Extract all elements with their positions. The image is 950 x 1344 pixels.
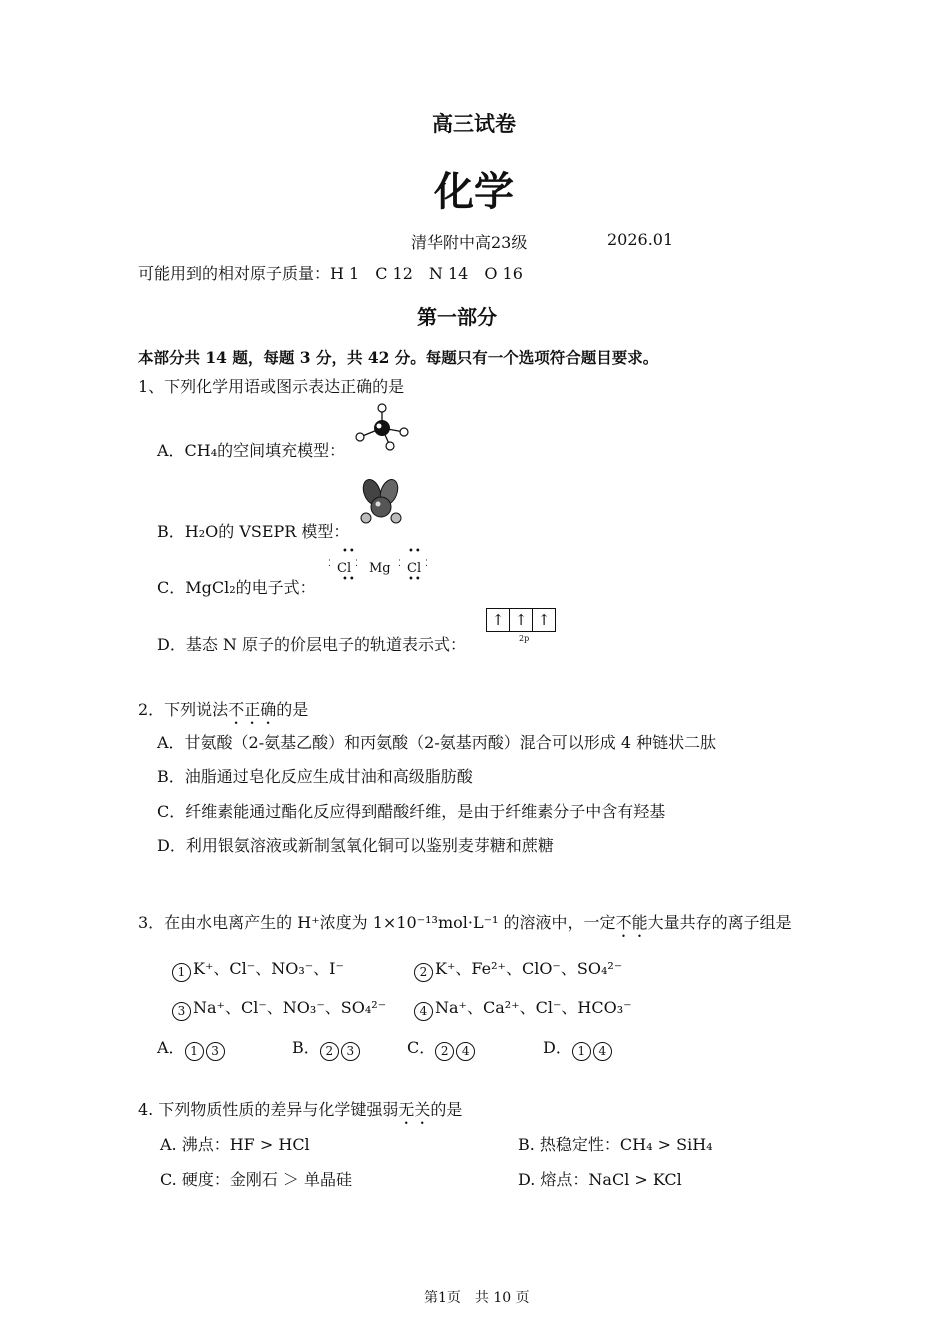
q4-stem [138,1097,462,1128]
q1-option-c: C．MgCl₂的电子式： [157,578,316,597]
circled-number: 1 [172,963,191,982]
q1-option-a: A．CH₄的空间填充模型： [157,441,346,460]
orbital-box: ↑ [510,609,533,631]
q3-group-2 [414,956,622,982]
circled-number: 4 [593,1042,612,1061]
lone-pair-dots: ⁚ [425,559,428,569]
q4-option-c: C. 硬度：金刚石 ＞ 单晶硅 [160,1170,353,1189]
page-footer: 第1页 共 10 页 [424,1290,530,1306]
q4-stem-part: 4. 下列物质性质的差异与化学键强弱 [138,1100,399,1119]
magnesium-symbol: Mg [369,561,391,576]
q4-option-a: A. 沸点：HF > HCl [160,1135,310,1154]
option-label: D． [543,1038,572,1057]
q3-option-b [292,1035,362,1061]
q3-emphasis: 不能 [615,913,648,932]
lone-pair-dots: •• [342,574,356,585]
orbital-box: ↑ [537,611,551,629]
circled-number: 3 [341,1042,360,1061]
q2-option-a: A．甘氨酸（2-氨基乙酸）和丙氨酸（2-氨基丙酸）混合可以形成 4 种链状二肽 [157,733,717,752]
q3-group-4 [414,995,632,1021]
paper-type: 高三试卷 [432,111,516,136]
q4-stem-part: 的是 [430,1100,463,1119]
q4-option-b: B. 热稳定性：CH₄ > SiH₄ [518,1135,713,1154]
orbital-label: 2p [519,634,530,643]
circled-number: 2 [435,1042,454,1061]
option-label: B． [292,1038,320,1057]
circled-number: 2 [414,963,433,982]
lone-pair-dots: ⁚ [398,559,401,569]
option-label: A． [157,1038,185,1057]
q3-stem-part: 3．在由水电离产生的 H⁺浓度为 1×10⁻¹³mol·L⁻¹ 的溶液中，一定 [138,913,616,932]
ch4-model-image [352,402,412,452]
option-label: C． [407,1038,436,1057]
lone-pair-dots: ⁚ [328,559,331,569]
q2-stem [138,697,308,728]
circled-number: 3 [172,1002,191,1021]
lone-pair-dots: •• [408,574,422,585]
q1-option-d: D．基态 N 原子的价层电子的轨道表示式： [157,635,467,654]
part-title: 第一部分 [417,305,497,329]
q1-stem: 1、下列化学用语或图示表达正确的是 [138,377,405,396]
q3-group-3 [172,995,386,1021]
h2o-vsepr-image [356,478,406,528]
orbital-box: ↑ [487,609,510,631]
q2-stem-part: 2．下列说法 [138,700,229,719]
circled-number: 3 [206,1042,225,1061]
lone-pair-dots: •• [342,546,356,557]
q3-group-1 [172,956,344,982]
q3-option-a [157,1035,227,1061]
lone-pair-dots: •• [408,546,422,557]
ion-list: K⁺、Fe²⁺、ClO⁻、SO₄²⁻ [435,959,623,978]
mgcl2-lewis-structure [328,548,438,588]
orbital-diagram-2p [486,608,556,632]
circled-number: 2 [320,1042,339,1061]
ion-list: K⁺、Cl⁻、NO₃⁻、I⁻ [193,959,344,978]
q3-stem [138,910,792,941]
circled-number: 1 [185,1042,204,1061]
q2-option-b: B．油脂通过皂化反应生成甘油和高级脂肪酸 [157,767,473,786]
q3-option-c [407,1035,477,1061]
circled-number: 4 [456,1042,475,1061]
ion-list: Na⁺、Cl⁻、NO₃⁻、SO₄²⁻ [193,998,387,1017]
ion-list: Na⁺、Ca²⁺、Cl⁻、HCO₃⁻ [435,998,632,1017]
q4-emphasis: 无关 [398,1100,431,1119]
q2-option-d: D．利用银氨溶液或新制氢氧化铜可以鉴别麦芽糖和蔗糖 [157,836,554,855]
q2-emphasis: 不正确 [228,700,277,719]
q3-option-d [543,1035,614,1061]
q2-option-c: C．纤维素能通过酯化反应得到醋酸纤维，是由于纤维素分子中含有羟基 [157,802,666,821]
atomic-masses: 可能用到的相对原子质量：H 1 C 12 N 14 O 16 [138,264,523,283]
q1-option-b: B．H₂O的 VSEPR 模型： [157,522,350,541]
q4-option-d: D. 熔点：NaCl > KCl [518,1170,682,1189]
part-instructions: 本部分共 14 题，每题 3 分，共 42 分。每题只有一个选项符合题目要求。 [138,348,659,367]
lone-pair-dots: ⁚ [355,559,358,569]
chloride-symbol: Cl [337,561,352,576]
exam-date: 2026.01 [607,230,674,249]
circled-number: 1 [572,1042,591,1061]
q2-stem-part: 的是 [276,700,309,719]
school-label: 清华附中高23级 [411,233,528,252]
subject-title: 化学 [434,168,514,215]
circled-number: 4 [414,1002,433,1021]
chloride-symbol: Cl [407,561,422,576]
q3-stem-part: 大量共存的离子组是 [647,913,792,932]
